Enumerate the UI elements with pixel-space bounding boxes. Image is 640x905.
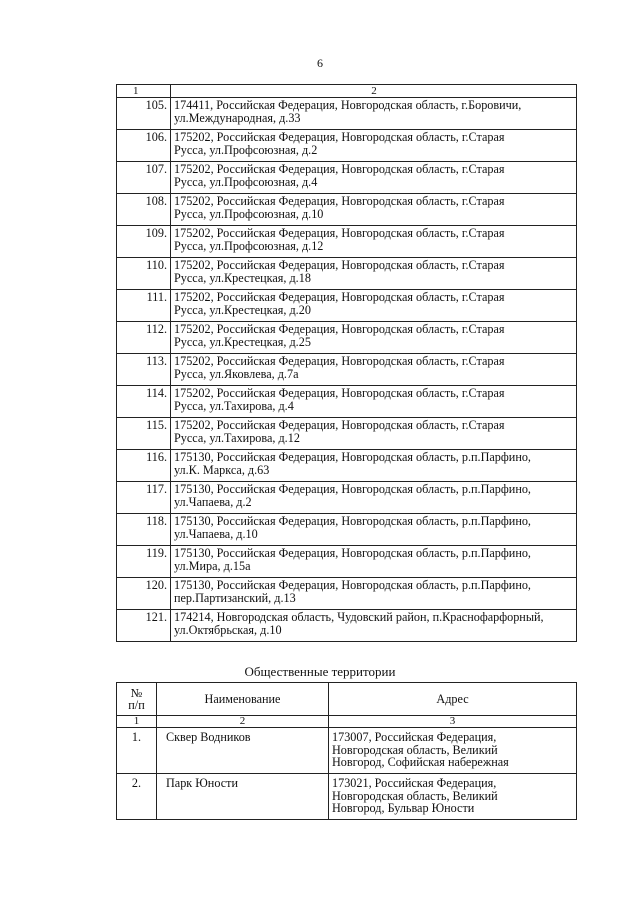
address-line-2: Новгородская область, Великий — [332, 742, 498, 757]
column-number-2: 2 — [157, 716, 329, 728]
row-number: 110. — [117, 258, 171, 290]
table-row — [117, 354, 577, 386]
page-number: 6 — [317, 56, 323, 70]
address-line-2: ул.К. Маркса, д.63 — [174, 463, 270, 477]
row-number: 119. — [117, 546, 171, 578]
table-row — [117, 386, 577, 418]
row-number: 117. — [117, 482, 171, 514]
header-name: Наименование — [157, 683, 329, 716]
header-number-symbol: № — [130, 686, 143, 700]
address-line-3: Новгород, Бульвар Юности — [332, 801, 475, 815]
address-line-2: Русса, ул.Тахирова, д.4 — [174, 399, 294, 413]
table-row — [117, 514, 577, 546]
table-row — [117, 130, 577, 162]
row-number: 108. — [117, 194, 171, 226]
row-number: 113. — [117, 354, 171, 386]
address-line-2: Русса, ул.Крестецкая, д.25 — [174, 335, 311, 349]
header-number-abbrev: п/п — [128, 698, 145, 712]
address-line-2: Русса, ул.Тахирова, д.12 — [174, 431, 300, 445]
header-address: Адрес — [329, 683, 577, 716]
address-line-1: 174411, Российская Федерация, Новгородская область, г.Боровичи, — [174, 98, 522, 112]
address-line-2: ул.Мира, д.15а — [174, 559, 251, 573]
table-row — [117, 450, 577, 482]
address-line-2: Русса, ул.Профсоюзная, д.4 — [174, 175, 318, 189]
table-row — [117, 774, 577, 820]
column-number-2: 2 — [171, 85, 577, 98]
row-number: 106. — [117, 130, 171, 162]
address-line-1: 175202, Российская Федерация, Новгородская область, г.Старая — [174, 258, 505, 272]
address-cell — [171, 418, 577, 450]
address-table — [116, 84, 577, 642]
address-line-3: Новгород, Софийская набережная — [332, 755, 509, 769]
row-number: 114. — [117, 386, 171, 418]
address-cell — [171, 98, 577, 130]
table-row — [117, 546, 577, 578]
table-row — [117, 290, 577, 322]
address-line-2: Новгородская область, Великий — [332, 788, 498, 803]
address-line-1: 175130, Российская Федерация, Новгородская область, р.п.Парфино, — [174, 450, 531, 464]
address-line-1: 174214, Новгородская область, Чудовский район, п.Краснофарфорный, — [174, 610, 544, 624]
address-cell — [329, 774, 577, 820]
address-line-1: 173021, Российская Федерация, — [332, 776, 497, 790]
territory-name: Сквер Водников — [157, 728, 329, 774]
address-line-2: Русса, ул.Крестецкая, д.18 — [174, 271, 311, 285]
address-line-2: ул.Чапаева, д.2 — [174, 495, 252, 509]
address-cell — [171, 130, 577, 162]
public-territories-table — [116, 682, 577, 820]
address-line-1: 175130, Российская Федерация, Новгородская область, р.п.Парфино, — [174, 578, 531, 592]
address-line-1: 175202, Российская Федерация, Новгородская область, г.Старая — [174, 194, 505, 208]
address-line-2: пер.Партизанский, д.13 — [174, 591, 296, 605]
table-header-row — [117, 683, 577, 716]
row-number: 105. — [117, 98, 171, 130]
column-number-3: 3 — [329, 716, 577, 728]
address-cell — [171, 258, 577, 290]
row-number: 2. — [117, 774, 157, 820]
row-number: 121. — [117, 610, 171, 642]
table-row — [117, 258, 577, 290]
address-cell — [171, 482, 577, 514]
row-number: 116. — [117, 450, 171, 482]
table-row — [117, 610, 577, 642]
address-cell — [171, 610, 577, 642]
row-number: 107. — [117, 162, 171, 194]
column-number-1: 1 — [117, 716, 157, 728]
address-line-1: 175130, Российская Федерация, Новгородская область, р.п.Парфино, — [174, 546, 531, 560]
table-row — [117, 418, 577, 450]
address-line-1: 173007, Российская Федерация, — [332, 730, 497, 744]
table-row — [117, 162, 577, 194]
address-line-1: 175202, Российская Федерация, Новгородская область, г.Старая — [174, 386, 505, 400]
address-line-1: 175202, Российская Федерация, Новгородская область, г.Старая — [174, 354, 505, 368]
address-line-1: 175202, Российская Федерация, Новгородская область, г.Старая — [174, 130, 505, 144]
header-number — [117, 683, 157, 716]
table-row — [117, 728, 577, 774]
address-cell — [171, 290, 577, 322]
table-row — [117, 226, 577, 258]
table-row — [117, 482, 577, 514]
column-number-header-row — [117, 716, 577, 728]
address-cell — [171, 226, 577, 258]
table-row — [117, 194, 577, 226]
row-number: 115. — [117, 418, 171, 450]
address-cell — [171, 546, 577, 578]
address-cell — [171, 322, 577, 354]
address-line-2: Русса, ул.Профсоюзная, д.2 — [174, 143, 318, 157]
row-number: 111. — [117, 290, 171, 322]
address-cell — [171, 514, 577, 546]
address-line-2: ул.Октябрьская, д.10 — [174, 623, 282, 637]
address-line-2: Русса, ул.Крестецкая, д.20 — [174, 303, 311, 317]
table-row — [117, 98, 577, 130]
table-row — [117, 578, 577, 610]
address-line-2: ул.Чапаева, д.10 — [174, 527, 258, 541]
row-number: 118. — [117, 514, 171, 546]
address-cell — [171, 450, 577, 482]
row-number: 1. — [117, 728, 157, 774]
row-number: 109. — [117, 226, 171, 258]
address-cell — [171, 354, 577, 386]
row-number: 112. — [117, 322, 171, 354]
table-row — [117, 322, 577, 354]
address-cell — [329, 728, 577, 774]
territory-name: Парк Юности — [157, 774, 329, 820]
address-line-1: 175130, Российская Федерация, Новгородская область, р.п.Парфино, — [174, 482, 531, 496]
section-title: Общественные территории — [244, 664, 396, 679]
row-number: 120. — [117, 578, 171, 610]
address-cell — [171, 578, 577, 610]
address-line-2: ул.Международная, д.33 — [174, 111, 301, 125]
address-cell — [171, 162, 577, 194]
column-number-1: 1 — [117, 85, 171, 98]
address-line-2: Русса, ул.Профсоюзная, д.10 — [174, 207, 324, 221]
address-cell — [171, 386, 577, 418]
address-line-2: Русса, ул.Яковлева, д.7а — [174, 367, 299, 381]
column-number-header-row — [117, 85, 577, 98]
address-line-1: 175202, Российская Федерация, Новгородская область, г.Старая — [174, 418, 505, 432]
address-line-1: 175202, Российская Федерация, Новгородская область, г.Старая — [174, 290, 505, 304]
address-line-2: Русса, ул.Профсоюзная, д.12 — [174, 239, 324, 253]
address-line-1: 175130, Российская Федерация, Новгородская область, р.п.Парфино, — [174, 514, 531, 528]
address-line-1: 175202, Российская Федерация, Новгородская область, г.Старая — [174, 226, 505, 240]
address-cell — [171, 194, 577, 226]
address-line-1: 175202, Российская Федерация, Новгородская область, г.Старая — [174, 162, 505, 176]
address-line-1: 175202, Российская Федерация, Новгородская область, г.Старая — [174, 322, 505, 336]
